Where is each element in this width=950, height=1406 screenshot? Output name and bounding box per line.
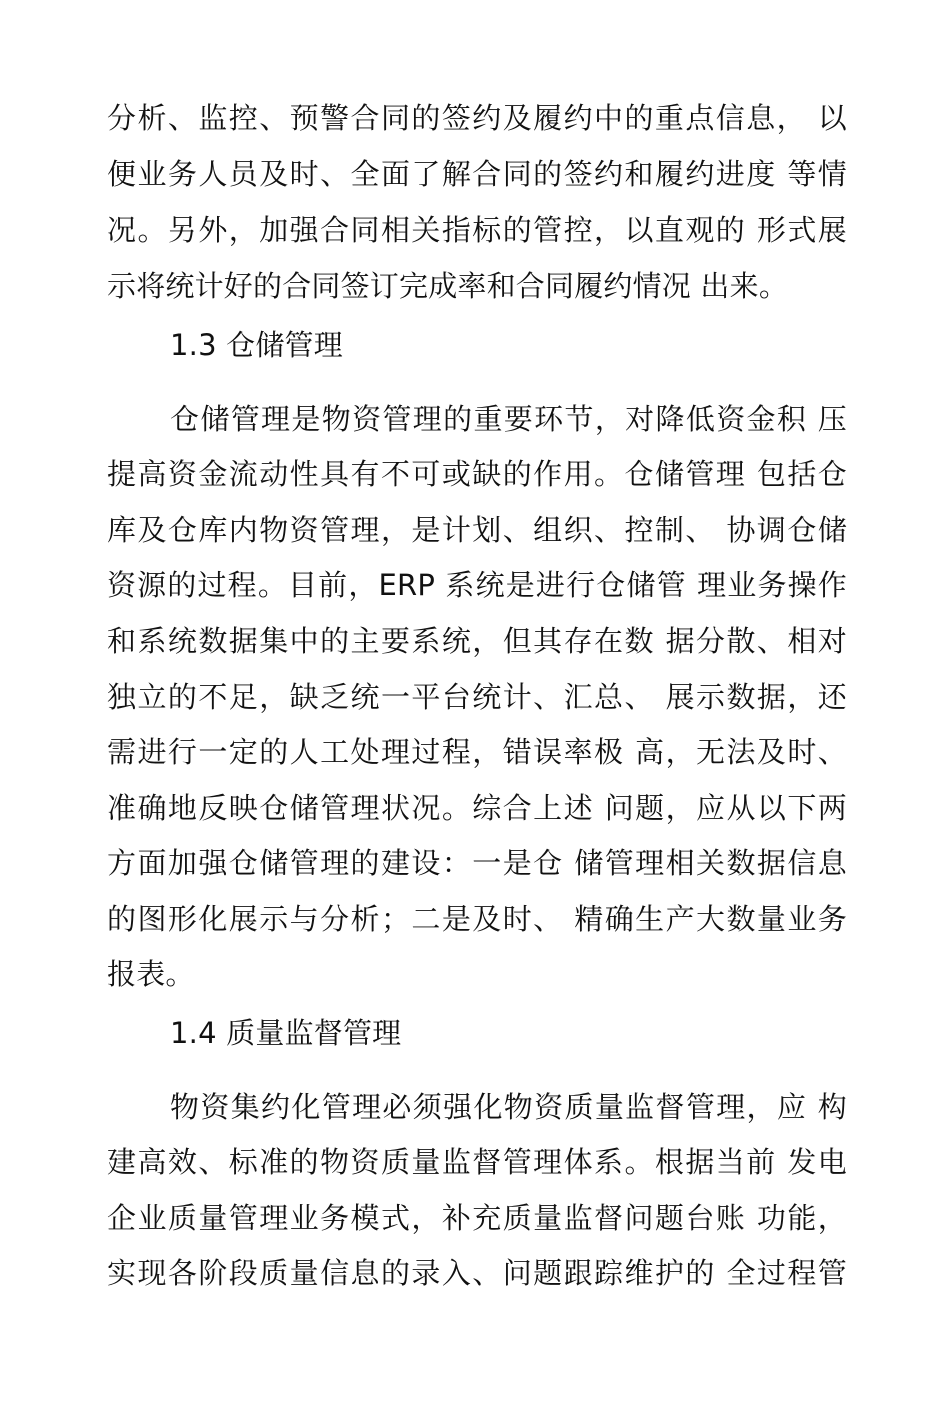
paragraph-line: 方面加强仓储管理的建设：一是仓 储管理相关数据信息 — [107, 846, 847, 880]
paragraph-line: 便业务人员及时、全面了解合同的签约和履约进度 等情 — [107, 157, 847, 191]
paragraph-line: 和系统数据集中的主要系统，但其存在数 据分散、相对 — [107, 624, 847, 658]
paragraph-line: 库及仓库内物资管理，是计划、组织、控制、 协调仓储 — [107, 513, 847, 547]
paragraph-line: 物资集约化管理必须强化物资质量监督管理，应 构 — [170, 1090, 847, 1124]
section-heading-1-4: 1.4 质量监督管理 — [170, 1016, 402, 1050]
paragraph-line: 提高资金流动性具有不可或缺的作用。仓储管理 包括仓 — [107, 457, 847, 491]
paragraph-line: 独立的不足，缺乏统一平台统计、汇总、 展示数据，还 — [107, 680, 847, 714]
paragraph-line: 建高效、标准的物资质量监督管理体系。根据当前 发电 — [107, 1145, 847, 1179]
paragraph-line: 准确地反映仓储管理状况。综合上述 问题，应从以下两 — [107, 791, 847, 825]
paragraph-line: 仓储管理是物资管理的重要环节，对降低资金积 压 — [170, 402, 847, 436]
paragraph-line: 示将统计好的合同签订完成率和合同履约情况 出来。 — [107, 269, 789, 303]
paragraph-line: 分析、监控、预警合同的签约及履约中的重点信息， 以 — [107, 101, 847, 135]
section-heading-1-3: 1.3 仓储管理 — [170, 328, 343, 362]
paragraph-line: 的图形化展示与分析；二是及时、 精确生产大数量业务 — [107, 902, 847, 936]
paragraph-line: 企业质量管理业务模式，补充质量监督问题台账 功能， — [107, 1201, 847, 1235]
paragraph-line: 实现各阶段质量信息的录入、问题跟踪维护的 全过程管 — [107, 1256, 847, 1290]
paragraph-line: 需进行一定的人工处理过程，错误率极 高，无法及时、 — [107, 735, 847, 769]
paragraph-line: 报表。 — [107, 957, 195, 991]
paragraph-line: 况。另外，加强合同相关指标的管控，以直观的 形式展 — [107, 213, 847, 247]
paragraph-line: 资源的过程。目前，ERP 系统是进行仓储管 理业务操作 — [107, 568, 847, 602]
